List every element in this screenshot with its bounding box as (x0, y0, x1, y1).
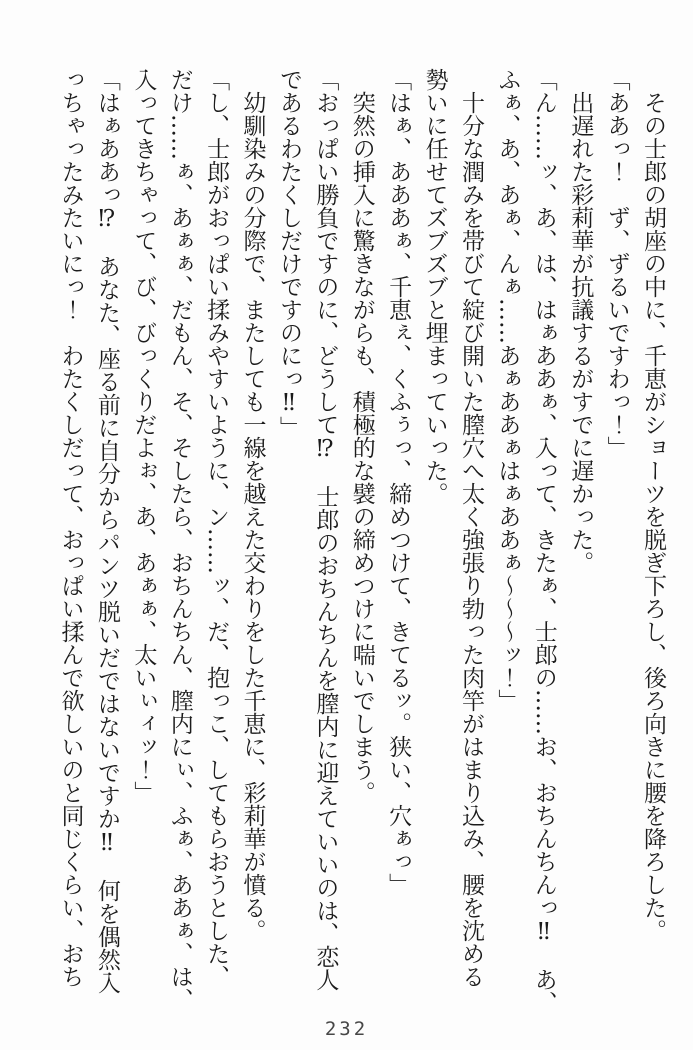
text-column: 「ああっ！ ず、ずるいですわっ！」 (603, 68, 630, 459)
text-column: 「はぁ、あああぁ、千恵ぇ、くふぅっ、締めつけて、きてるッ。狭い、穴ぁっ」 (385, 68, 412, 896)
text-column: 「し、士郎がおっぱい揉みやすいように、ン……ッ、だ、抱っこ、してもらおうとした、 (203, 68, 230, 988)
text-column: 突然の挿入に驚きながらも、積極的な襞の締めつけに喘いでしまう。 (348, 91, 375, 804)
text-column: っちゃったみたいにっ！ わたくしだって、おっぱい揉んで欲しいのと同じくらい、おち (57, 68, 84, 988)
text-column: その士郎の胡座の中に、千恵がショーツを脱ぎ下ろし、後ろ向きに腰を降ろした。 (640, 91, 666, 942)
text-column: 幼馴染みの分際で、またしても一線を越えた交わりをした千恵に、彩莉華が憤る。 (239, 91, 266, 942)
text-column: 勢いに任せてズブズブと埋まっていった。 (421, 68, 448, 505)
text-columns (52, 68, 671, 1028)
text-column: 十分な潤みを帯びて綻び開いた膣穴へ太く強張り勃った肉竿がはまり込み、腰を沈める (457, 91, 484, 988)
text-column: 出遅れた彩莉華が抗議するがすでに遅かった。 (567, 91, 594, 574)
text-column: だけ……ぁ、あぁぁ、だもん、そ、そしたら、おちんちん、膣内にぃ、ふぁ、ああぁ、は、 (166, 68, 193, 1011)
text-column: であるわたくしだけですのにっ‼」 (275, 68, 302, 439)
text-column: 「ん……ッ、あ、は、はぁああぁ、入って、きたぁ、士郎の……お、おちんちんっ‼ あ、 (530, 68, 557, 1014)
page-number: 232 (324, 1018, 369, 1040)
text-column: 「はぁああっ⁉ あなた、座る前に自分からパンツ脱いだではないですか‼ 何を偶然入 (93, 68, 120, 994)
text-column: 「おっぱい勝負ですのに、どうして⁉ 士郎のおちんちんを膣内に迎えていいのは、恋人 (312, 68, 339, 991)
text-column: ふぁ、あ、あぁ、んぁ……あぁああぁはぁああぁ～～～ッ！」 (494, 68, 521, 712)
text-column: 入ってきちゃって、び、びっくりだよぉ、あ、あぁぁ、太いぃィッ！」 (130, 68, 157, 804)
